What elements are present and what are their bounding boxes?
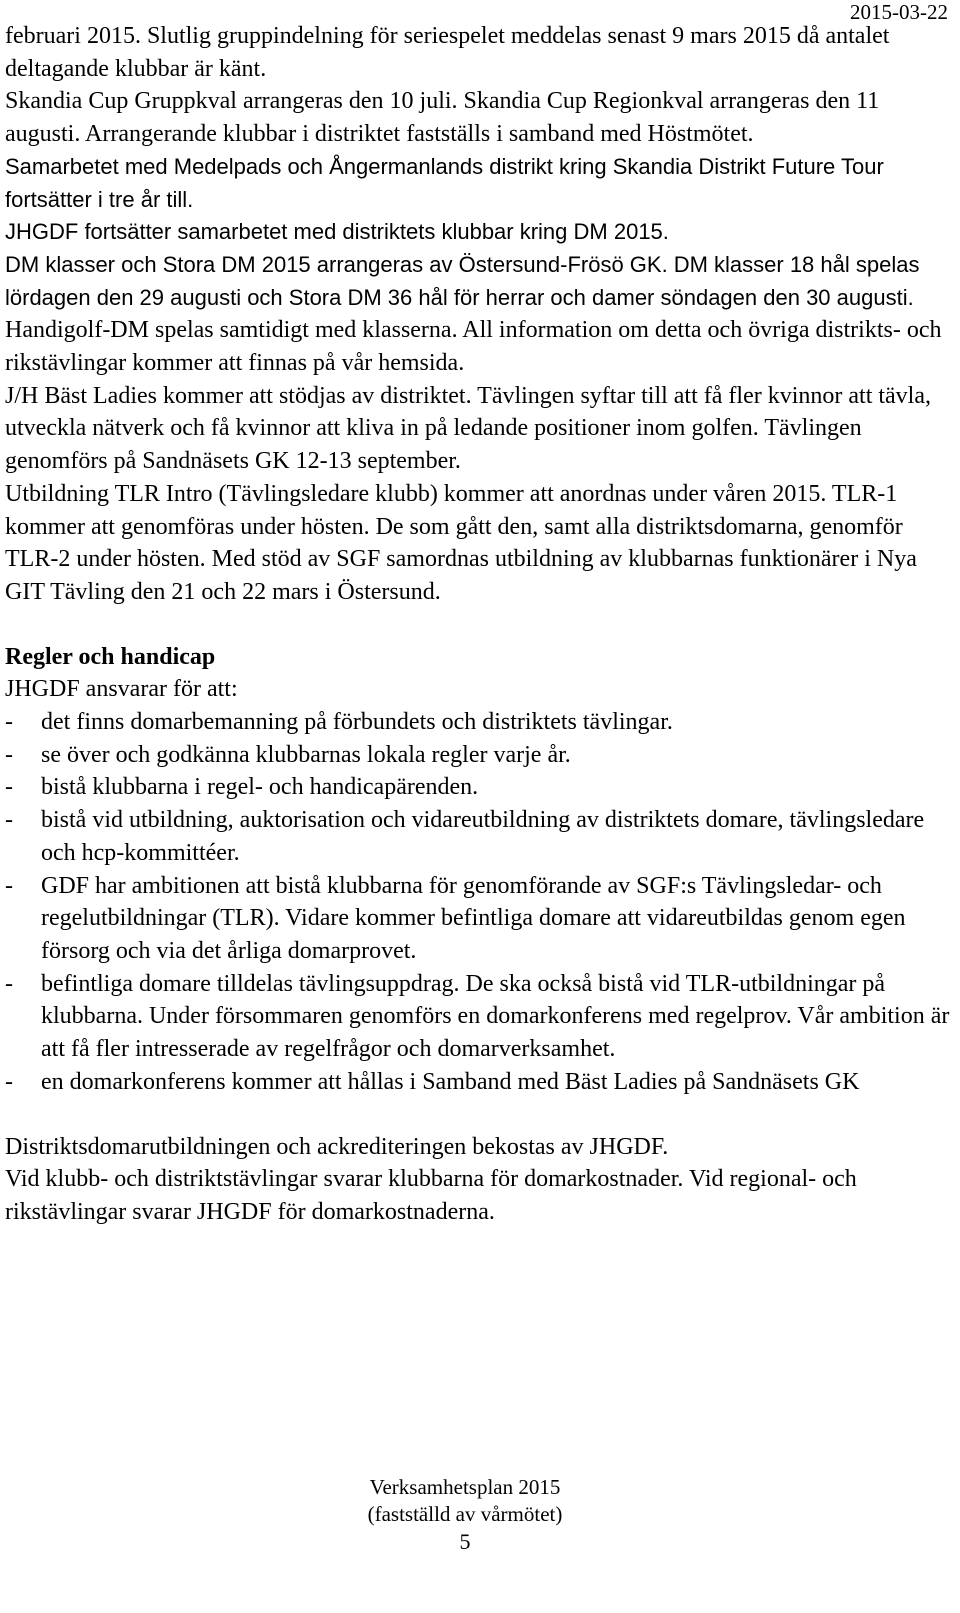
paragraph-judge-costs: Vid klubb- och distriktstävlingar svarar klubbarna för domarkostnader. Vid regional- och rikstävlingar svarar JHGDF för domarkostnaderna. (5, 1166, 857, 1225)
list-item-text: bistå klubbarna i regel- och handicapärenden. (41, 774, 479, 801)
dash-bullet: - (5, 774, 13, 801)
dm-schedule-text: DM klasser 18 hål spelas lördagen den 29 augusti och Stora DM 36 hål för herrar och damer söndagen den 30 augusti. (5, 251, 920, 310)
dm-arranger-text: DM klasser och Stora DM 2015 arrangeras av Östersund-Frösö GK. (5, 251, 668, 277)
paragraph-tlr-education: Utbildning TLR Intro (Tävlingsledare klubb) kommer att anordnas under våren 2015. TLR-1 kommer att genomföras under hösten. De som gått den, samt alla distriktsdomarna, genomför TLR-2 under hösten. Med stöd av SGF samordnas utbildning av klubbarnas funktionärer i Nya GIT Tävling den 21 och 22 mars i Östersund. (5, 480, 917, 605)
section-spacer (5, 609, 950, 641)
list-item-text: det finns domarbemanning på förbundets och distriktets tävlingar. (41, 709, 673, 736)
paragraph-dm-cooperation: JHGDF fortsätter samarbetet med distriktets klubbar kring DM 2015. (5, 219, 669, 245)
list-item (5, 706, 950, 739)
footer-title: Verksamhetsplan 2015 (369, 1475, 561, 1499)
section-spacer (5, 1099, 950, 1131)
rules-intro: JHGDF ansvarar för att: (5, 676, 238, 703)
dash-bullet: - (5, 709, 13, 736)
dash-bullet: - (5, 741, 13, 768)
paragraph-skandia-cup: Skandia Cup Gruppkval arrangeras den 10 juli. Skandia Cup Regionkval arrangeras den 11 augusti. Arrangerande klubbar i distriktet fastställs i samband med Höstmötet. (5, 88, 880, 148)
list-item-text: en domarkonferens kommer att hållas i Samband med Bäst Ladies på Sandnäsets GK (41, 1068, 860, 1095)
list-item (5, 804, 950, 869)
footer-subtitle: (fastställd av vårmötet) (367, 1502, 563, 1526)
list-item (5, 968, 950, 1066)
page-number: 5 (459, 1529, 471, 1554)
list-item (5, 739, 950, 772)
paragraph-bast-ladies: J/H Bäst Ladies kommer att stödjas av distriktet. Tävlingen syftar till att få fler kvinnor att tävla, utveckla nätverk och få kvinnor att kliva in på ledande positioner inom golfen. Tävlingen genomförs på Sandnäsets GK 12-13 september. (5, 382, 932, 475)
dash-bullet: - (5, 872, 13, 899)
list-item (5, 1066, 950, 1099)
dash-bullet: - (5, 807, 13, 834)
paragraph-series-play: februari 2015. Slutlig gruppindelning för seriespelet meddelas senast 9 mars 2015 då antalet deltagande klubbar är känt. (5, 23, 890, 82)
document-body (5, 20, 950, 1229)
list-item-text: bistå vid utbildning, auktorisation och vidareutbildning av distriktets domare, tävlingsledare och hcp-kommittéer. (41, 807, 925, 866)
paragraph-handigolf: Handigolf-DM spelas samtidigt med klasserna. All information om detta och övriga distrikts- och rikstävlingar kommer att finnas på vår hemsida. (5, 317, 942, 377)
page-footer (0, 1474, 930, 1555)
list-item-text: se över och godkänna klubbarnas lokala regler varje år. (41, 741, 571, 768)
section-heading-rules: Regler och handicap (5, 643, 216, 670)
list-item-text: befintliga domare tilldelas tävlingsuppdrag. De ska också bistå vid TLR-utbildningar på klubbarna. Under försommaren genomförs en domarkonferens med regelprov. Vår ambition är att få fler intresserade av regelfrågor och domarverksamhet. (41, 970, 950, 1063)
dash-bullet: - (5, 1068, 13, 1095)
paragraph-dm-classes (5, 249, 950, 314)
rules-list (5, 706, 950, 1098)
list-item (5, 870, 950, 968)
list-item (5, 771, 950, 804)
list-item-text: GDF har ambitionen att bistå klubbarna för genomförande av SGF:s Tävlingsledar- och regelutbildningar (TLR). Vidare kommer befintliga domare att vidareutbildas genom egen försorg och via det årliga domarprovet. (41, 872, 906, 964)
paragraph-future-tour: Samarbetet med Medelpads och Ångermanlands distrikt kring Skandia Distrikt Future Tour fortsätter i tre år till. (5, 153, 884, 212)
dash-bullet: - (5, 970, 13, 997)
document-date: 2015-03-22 (850, 0, 948, 24)
paragraph-judge-education-cost: Distriktsdomarutbildningen och ackrediteringen bekostas av JHGDF. (5, 1133, 669, 1160)
